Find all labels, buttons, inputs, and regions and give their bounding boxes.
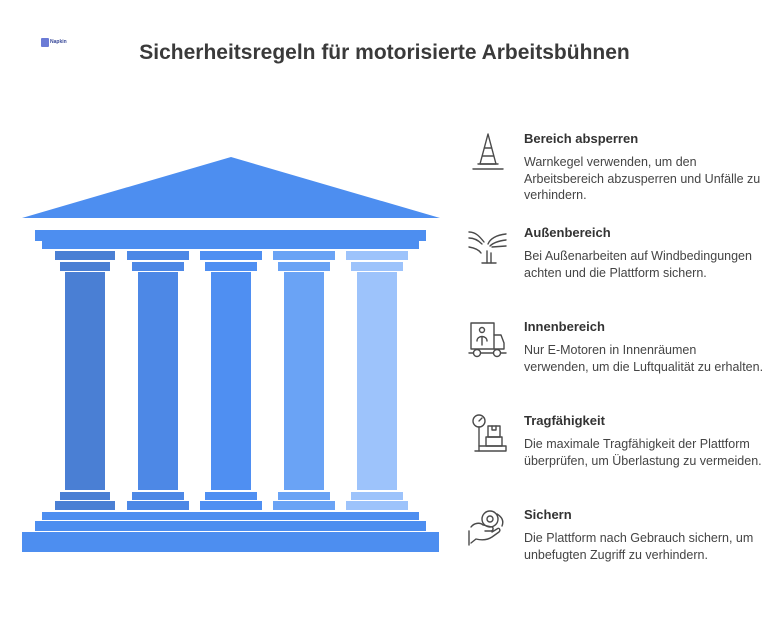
temple-column-3: [200, 251, 262, 510]
temple-column-4: [273, 251, 335, 510]
item-description: Die Plattform nach Gebrauch sichern, um unbefugten Zugriff zu verhindern.: [524, 531, 754, 562]
list-item-bereich-absperren: [466, 131, 766, 221]
item-heading: Sichern: [524, 507, 572, 522]
item-description: Bei Außenarbeiten auf Windbedingungen achten und die Plattform sichern.: [524, 249, 752, 280]
item-heading: Außenbereich: [524, 225, 611, 240]
item-heading: Tragfähigkeit: [524, 413, 605, 428]
logo-text: Napkin: [50, 39, 67, 45]
temple-architrave-top: [35, 230, 426, 241]
temple-base-middle: [35, 521, 426, 531]
page-title: Sicherheitsregeln für motorisierte Arbeitsbühnen: [139, 41, 630, 64]
traffic-cone-icon: [466, 131, 510, 175]
temple-base-top: [42, 512, 419, 520]
temple-column-2: [127, 251, 189, 510]
list-item-aussenbereich: [466, 225, 766, 315]
item-description: Warnkegel verwenden, um den Arbeitsbereich abzusperren und Unfälle zu verhindern.: [524, 155, 761, 202]
item-description: Nur E-Motoren in Innenräumen verwenden, um die Luftqualität zu erhalten.: [524, 343, 764, 374]
electric-vehicle-icon: [466, 319, 510, 363]
list-item-sichern: [466, 507, 766, 597]
temple-column-5: [346, 251, 408, 510]
temple-base-bottom: [22, 532, 439, 552]
item-description: Die maximale Tragfähigkeit der Plattform überprüfen, um Überlastung zu vermeiden.: [524, 437, 762, 468]
temple-roof: [22, 157, 440, 218]
hand-lock-icon: [466, 507, 510, 551]
wind-icon: [466, 225, 510, 269]
scale-icon: [466, 413, 510, 457]
temple-column-1: [55, 251, 115, 510]
list-item-tragfaehigkeit: [466, 413, 766, 503]
item-heading: Innenbereich: [524, 319, 605, 334]
temple-architrave-bottom: [42, 241, 419, 249]
list-item-innenbereich: [466, 319, 766, 409]
item-heading: Bereich absperren: [524, 131, 639, 146]
